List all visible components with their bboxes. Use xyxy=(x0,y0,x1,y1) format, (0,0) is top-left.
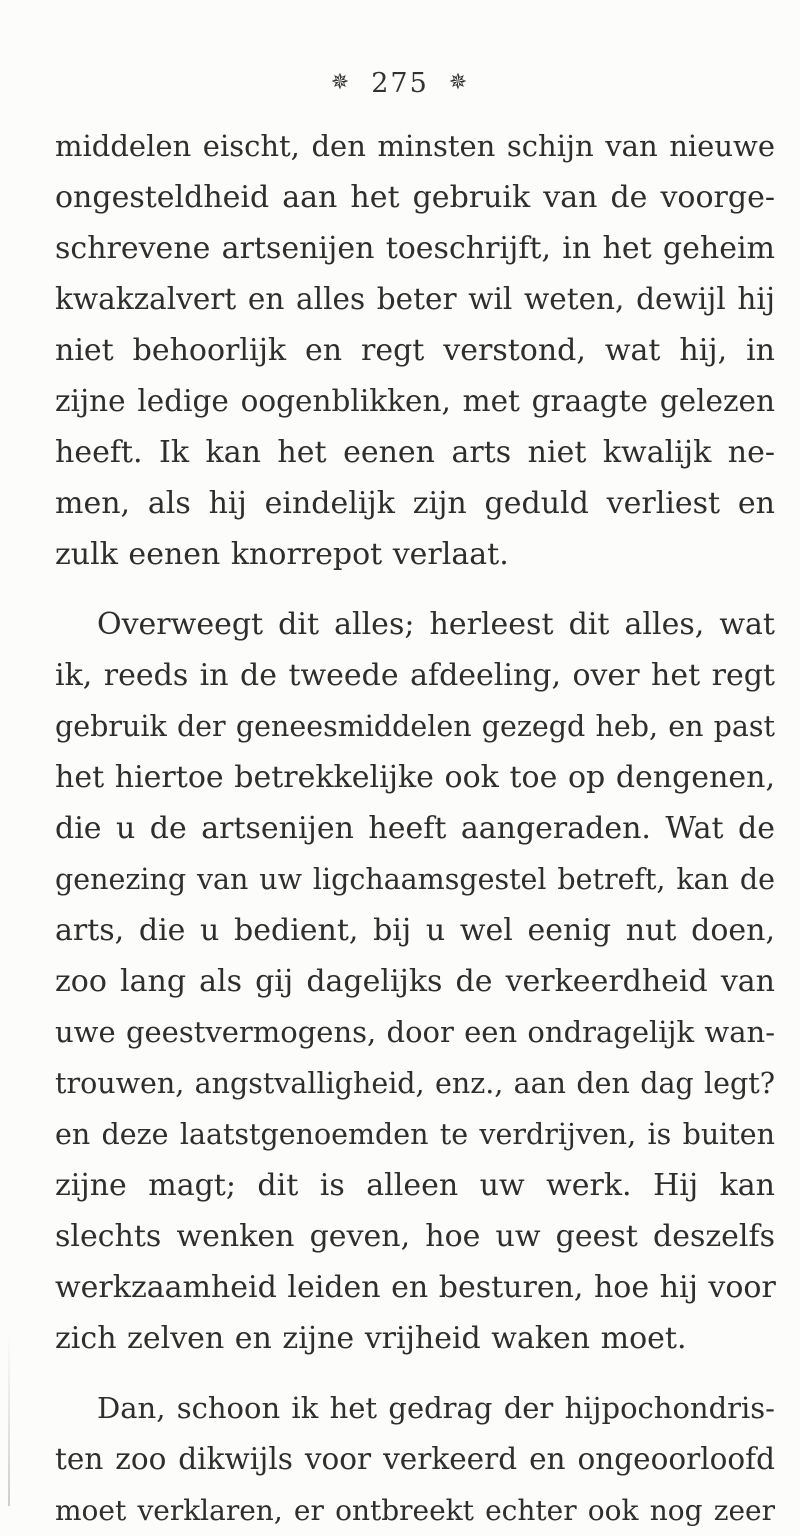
text-line: men, als hij eindelijk zijn geduld verliest en xyxy=(55,486,775,521)
paragraph-2 xyxy=(55,599,775,1364)
text-line: heeft. Ik kan het eenen arts niet kwalijk ne- xyxy=(55,435,775,470)
text-line: schrevene artsenijen toeschrijft, in het geheim xyxy=(55,231,775,266)
text-line: zich zelven en zijne vrijheid waken moet. xyxy=(55,1321,687,1356)
text-line: kwakzalvert en alles beter wil weten, dewijl hij xyxy=(55,282,775,316)
text-line: het hiertoe betrekkelijke ook toe op dengenen, xyxy=(55,760,775,795)
text-line: zulk eenen knorrepot verlaat. xyxy=(55,537,509,572)
paragraph-3 xyxy=(55,1383,775,1536)
ornament-left-icon: ✵ xyxy=(330,70,352,95)
text-line: Overweegt dit alles; herleest dit alles, wat xyxy=(97,607,775,642)
ornament-right-icon: ✵ xyxy=(448,70,470,95)
body-text xyxy=(55,121,775,1536)
text-line: uwe geestvermogens, door een ondragelijk wan- xyxy=(55,1015,775,1049)
page-edge-shadow xyxy=(8,1330,10,1506)
text-line: zijne ledige oogenblikken, met graagte gelezen xyxy=(55,384,775,418)
text-line: zoo lang als gij dagelijks de verkeerdheid van xyxy=(55,964,775,999)
text-line: trouwen, angstvalligheid, enz., aan den dag legt? xyxy=(55,1067,775,1100)
page-number: 275 xyxy=(371,68,429,99)
text-line: moet verklaren, er ontbreekt echter ook nog zeer xyxy=(55,1494,775,1527)
text-line: ik, reeds in de tweede afdeeling, over het regt xyxy=(55,658,775,693)
text-line: zijne magt; dit is alleen uw werk. Hij kan xyxy=(55,1168,775,1203)
text-line: die u de artsenijen heeft aangeraden. Wat de xyxy=(55,811,775,846)
page-header xyxy=(0,68,800,99)
text-line: en deze laatstgenoemden te verdrijven, is buiten xyxy=(55,1118,775,1151)
text-line: gebruik der geneesmiddelen gezegd heb, en past xyxy=(55,710,775,743)
text-line: slechts wenken geven, hoe uw geest deszelfs xyxy=(55,1219,775,1254)
paragraph-1 xyxy=(55,121,775,580)
text-line: ten zoo dikwijls voor verkeerd en ongeoorloofd xyxy=(55,1442,775,1476)
text-line: ongesteldheid aan het gebruik van de voorge- xyxy=(55,180,775,215)
text-line: arts, die u bedient, bij u wel eenig nut doen, xyxy=(55,913,775,948)
text-line: niet behoorlijk en regt verstond, wat hij, in xyxy=(55,333,775,368)
text-line: genezing van uw ligchaamsgestel betreft, kan de xyxy=(55,863,775,896)
text-line: Dan, schoon ik het gedrag der hijpochondris- xyxy=(97,1391,775,1425)
text-line: werkzaamheid leiden en besturen, hoe hij voor xyxy=(55,1270,776,1305)
text-line: middelen eischt, den minsten schijn van nieuwe xyxy=(55,129,775,163)
